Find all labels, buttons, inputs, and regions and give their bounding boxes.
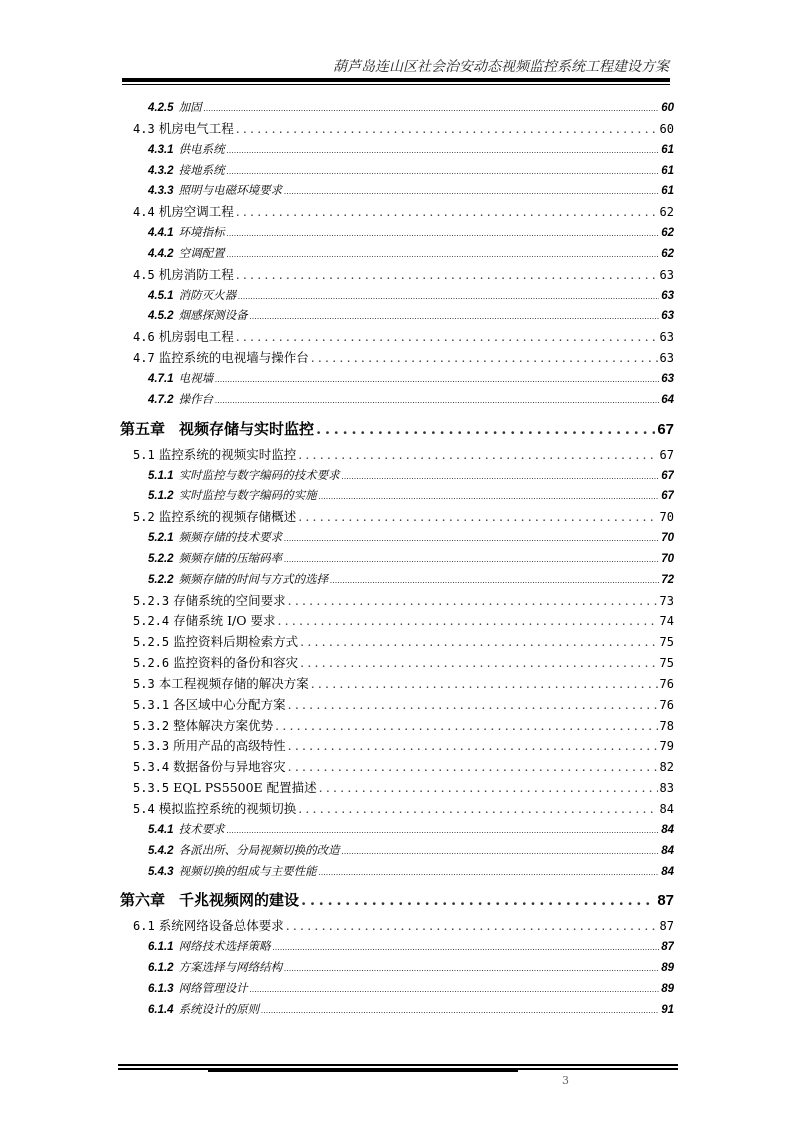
toc-entry[interactable]: [120, 119, 674, 140]
toc-entry[interactable]: [120, 862, 674, 883]
toc-entry-title: 存储系统 I/O 要求: [173, 613, 276, 629]
toc-entry-number: 4.3.2: [148, 164, 174, 177]
toc-entry[interactable]: [120, 653, 674, 674]
dot-leader: [284, 958, 659, 979]
dot-leader: [300, 632, 657, 653]
toc-entry-number: 4.4.1: [148, 227, 174, 240]
toc-entry-number: 5.3.3: [133, 739, 170, 754]
toc-entry-number: 4.3.1: [148, 143, 174, 156]
dot-leader: [298, 507, 657, 528]
toc-entry-number: 5.3.1: [133, 697, 170, 712]
toc-entry-title: 机房空调工程: [158, 204, 234, 220]
dot-leader: [236, 119, 658, 140]
toc-entry-page: 62: [661, 247, 674, 260]
dot-leader: [311, 674, 658, 695]
dot-leader: [227, 140, 660, 161]
toc-entry[interactable]: [120, 979, 674, 1000]
dot-leader: [342, 466, 660, 487]
dot-leader: [227, 820, 660, 841]
toc-entry[interactable]: [120, 327, 674, 348]
toc-entry-number: 5.4.3: [148, 865, 174, 878]
table-of-contents: [120, 98, 674, 1021]
toc-entry-page: 74: [659, 614, 674, 629]
dot-leader: [236, 202, 658, 223]
toc-entry-page: 63: [661, 289, 674, 302]
toc-entry-title: 技术要求: [178, 823, 225, 836]
toc-entry-title: 频频存储的技术要求: [178, 532, 283, 545]
toc-entry[interactable]: [120, 757, 674, 778]
toc-entry[interactable]: [120, 223, 674, 244]
toc-entry-page: 79: [659, 739, 674, 754]
header-rule-thick: [122, 78, 670, 82]
toc-entry-number: 5.2.2: [148, 573, 174, 586]
toc-entry-page: 84: [661, 844, 674, 857]
toc-entry-page: 75: [659, 635, 674, 650]
toc-entry-title: 系统设计的原则: [178, 1003, 260, 1016]
toc-entry-title: 空调配置: [178, 247, 225, 260]
toc-entry-page: 76: [659, 676, 674, 691]
toc-entry-page: 62: [659, 205, 674, 220]
toc-entry-title: 电视墙: [178, 372, 214, 385]
toc-entry-title: 消防灭火器: [178, 289, 237, 302]
toc-entry-number: 4.3: [133, 121, 155, 136]
toc-entry-title: 视频存储与实时监控: [179, 419, 315, 438]
toc-entry-title: 接地系统: [178, 164, 225, 177]
toc-entry-page: 63: [659, 330, 674, 345]
dot-leader: [284, 181, 659, 202]
toc-entry[interactable]: [120, 674, 674, 695]
toc-entry[interactable]: [120, 841, 674, 862]
toc-entry-page: 67: [661, 490, 674, 503]
toc-entry-number: 6.1.4: [148, 1003, 174, 1016]
toc-entry-page: 61: [661, 143, 674, 156]
toc-entry-page: 75: [659, 656, 674, 671]
toc-entry-title: 方案选择与网络结构: [178, 962, 283, 975]
toc-entry-page: 62: [661, 227, 674, 240]
dot-leader: [298, 799, 657, 820]
toc-entry[interactable]: [120, 528, 674, 549]
dot-leader: [250, 306, 660, 327]
toc-entry[interactable]: [120, 549, 674, 570]
toc-entry-number: 4.2.5: [148, 102, 174, 114]
toc-entry[interactable]: [120, 98, 674, 119]
toc-entry-title: 频频存储的压缩码率: [178, 552, 283, 565]
dot-leader: [301, 886, 655, 915]
toc-entry-page: 87: [657, 892, 674, 910]
toc-entry-title: 实时监控与数字编码的技术要求: [178, 469, 340, 482]
toc-entry-title: 各区域中心分配方案: [173, 696, 286, 712]
toc-entry-page: 67: [661, 469, 674, 482]
toc-entry-title: 各派出所、分局视频切换的改造: [178, 844, 340, 857]
toc-entry-page: 63: [661, 372, 674, 385]
toc-entry[interactable]: [120, 820, 674, 841]
toc-entry[interactable]: [120, 486, 674, 507]
toc-chapter-entry[interactable]: [120, 415, 674, 444]
toc-entry-number: 第五章: [120, 419, 166, 438]
dot-leader: [261, 1000, 659, 1021]
toc-entry-title: 供电系统: [178, 143, 225, 156]
toc-entry-number: 6.1.1: [148, 941, 174, 954]
toc-entry-page: 63: [659, 351, 674, 366]
toc-entry-number: 4.7.2: [148, 393, 174, 406]
dot-leader: [288, 695, 658, 716]
toc-entry-page: 70: [661, 532, 674, 545]
toc-entry[interactable]: [120, 286, 674, 307]
dot-leader: [227, 244, 660, 265]
toc-entry-title: 实时监控与数字编码的实施: [178, 490, 317, 503]
toc-entry-number: 5.4.2: [148, 844, 174, 857]
toc-entry-title: 系统网络设备总体要求: [158, 918, 284, 934]
dot-leader: [288, 757, 658, 778]
toc-entry[interactable]: [120, 778, 674, 799]
toc-entry-page: 84: [661, 865, 674, 878]
toc-entry[interactable]: [120, 390, 674, 411]
toc-entry-title: 监控系统的视频实时监控: [158, 446, 297, 462]
dot-leader: [227, 161, 660, 182]
toc-entry[interactable]: [120, 695, 674, 716]
toc-entry-title: 频频存储的时间与方式的选择: [178, 573, 329, 586]
toc-entry[interactable]: [120, 348, 674, 369]
toc-entry-number: 5.3.4: [133, 760, 170, 775]
dot-leader: [215, 369, 659, 390]
toc-entry[interactable]: [120, 591, 674, 612]
toc-entry-title: 视频切换的组成与主要性能: [178, 865, 317, 878]
toc-entry[interactable]: [120, 958, 674, 979]
toc-entry-title: 操作台: [178, 393, 214, 406]
footer-rule-short: [208, 1070, 518, 1072]
toc-entry-page: 60: [661, 102, 674, 114]
toc-entry-number: 4.7.1: [148, 372, 174, 385]
dot-leader: [284, 528, 659, 549]
toc-entry-number: 5.3: [133, 676, 155, 691]
toc-chapter-entry[interactable]: [120, 886, 674, 915]
toc-entry-title: 所用产品的高级特性: [173, 738, 286, 754]
toc-entry[interactable]: [120, 736, 674, 757]
toc-entry-title: 监控系统的视频存储概述: [158, 509, 297, 525]
toc-entry-page: 70: [659, 510, 674, 525]
dot-leader: [284, 549, 659, 570]
toc-entry[interactable]: [120, 466, 674, 487]
toc-entry-page: 82: [659, 760, 674, 775]
toc-entry-number: 5.2: [133, 510, 155, 525]
toc-entry-number: 5.2.4: [133, 614, 170, 629]
toc-entry-number: 4.3.3: [148, 185, 174, 198]
toc-entry-page: 67: [659, 447, 674, 462]
dot-leader: [288, 736, 658, 757]
page-number: 3: [562, 1074, 569, 1087]
dot-leader: [319, 486, 660, 507]
dot-leader: [300, 653, 657, 674]
toc-entry-number: 5.1: [133, 447, 155, 462]
toc-entry-page: 76: [659, 697, 674, 712]
toc-entry-title: 机房电气工程: [158, 120, 234, 136]
toc-entry-title: 网络管理设计: [178, 982, 248, 995]
toc-entry-title: 网络技术选择策略: [178, 941, 271, 954]
toc-entry-page: 87: [659, 919, 674, 934]
toc-entry[interactable]: [120, 799, 674, 820]
toc-entry-title: 本工程视频存储的解决方案: [158, 675, 309, 691]
toc-entry-number: 5.4: [133, 802, 155, 816]
toc-entry-page: 67: [657, 420, 674, 438]
toc-entry-page: 60: [659, 121, 674, 136]
toc-entry-number: 5.2.3: [133, 593, 170, 608]
toc-entry-page: 78: [659, 718, 674, 733]
toc-entry-title: 监控资料后期检索方式: [173, 634, 299, 650]
toc-entry-page: 91: [661, 1003, 674, 1016]
toc-entry-number: 5.4.1: [148, 823, 174, 836]
toc-entry-number: 5.1.2: [148, 490, 174, 503]
toc-entry-number: 第六章: [120, 891, 166, 910]
dot-leader: [227, 223, 660, 244]
toc-entry-title: 监控资料的备份和容灾: [173, 655, 299, 671]
toc-entry[interactable]: [120, 632, 674, 653]
toc-entry-number: 5.2.2: [148, 552, 174, 565]
document-header-title: 葫芦岛连山区社会治安动态视频监控系统工程建设方案: [333, 59, 669, 75]
toc-entry-page: 83: [659, 781, 674, 796]
toc-entry[interactable]: [120, 244, 674, 265]
dot-leader: [319, 862, 660, 883]
toc-entry-page: 84: [659, 802, 674, 816]
dot-leader: [215, 390, 659, 411]
dot-leader: [288, 591, 658, 612]
dot-leader: [298, 445, 657, 466]
toc-entry-number: 4.7: [133, 351, 155, 366]
toc-entry-title: EQL PS5500E 配置描述: [173, 780, 317, 796]
toc-entry-title: 烟感探测设备: [178, 310, 248, 323]
toc-entry-number: 5.2.6: [133, 656, 170, 671]
toc-entry[interactable]: [120, 570, 674, 591]
toc-entry-number: 4.4: [133, 205, 155, 220]
dot-leader: [250, 979, 660, 1000]
toc-entry-title: 加固: [178, 102, 202, 114]
header-rule-thin: [122, 84, 670, 85]
toc-entry-number: 4.5.2: [148, 310, 174, 323]
toc-entry-page: 87: [661, 941, 674, 954]
toc-entry-number: 5.3.2: [133, 718, 170, 733]
toc-entry-number: 4.4.2: [148, 247, 174, 260]
toc-entry-page: 73: [659, 593, 674, 608]
toc-entry[interactable]: [120, 306, 674, 327]
dot-leader: [330, 570, 659, 591]
toc-entry-number: 5.1.1: [148, 469, 174, 482]
dot-leader: [316, 415, 655, 444]
toc-entry-title: 模拟监控系统的视频切换: [158, 801, 297, 816]
toc-entry[interactable]: [120, 445, 674, 466]
dot-leader: [342, 841, 660, 862]
toc-entry-number: 6.1: [133, 919, 155, 934]
toc-entry[interactable]: [120, 140, 674, 161]
dot-leader: [273, 937, 660, 958]
toc-entry-page: 84: [661, 823, 674, 836]
toc-entry-number: 5.2.1: [148, 532, 174, 545]
dot-leader: [277, 611, 657, 632]
toc-entry-page: 61: [661, 164, 674, 177]
dot-leader: [311, 348, 658, 369]
toc-entry[interactable]: [120, 916, 674, 937]
toc-entry-number: 6.1.3: [148, 982, 174, 995]
toc-entry[interactable]: [120, 369, 674, 390]
dot-leader: [204, 98, 660, 119]
toc-entry[interactable]: [120, 1000, 674, 1021]
toc-entry-number: 5.3.5: [133, 781, 170, 796]
toc-entry-page: 64: [661, 393, 674, 406]
dot-leader: [236, 327, 658, 348]
toc-entry-title: 千兆视频网的建设: [179, 891, 300, 910]
toc-entry-page: 89: [661, 982, 674, 995]
toc-entry-page: 63: [661, 310, 674, 323]
toc-entry-title: 机房消防工程: [158, 266, 234, 282]
toc-entry[interactable]: [120, 161, 674, 182]
toc-entry-title: 机房弱电工程: [158, 329, 234, 345]
toc-entry-page: 72: [661, 573, 674, 586]
toc-entry-title: 监控系统的电视墙与操作台: [158, 350, 309, 366]
toc-entry-page: 70: [661, 552, 674, 565]
toc-entry[interactable]: [120, 937, 674, 958]
dot-leader: [236, 265, 658, 286]
toc-entry-title: 数据备份与异地容灾: [173, 759, 286, 775]
toc-entry-title: 存储系统的空间要求: [173, 592, 286, 608]
toc-entry[interactable]: [120, 611, 674, 632]
toc-entry-number: 4.5.1: [148, 289, 174, 302]
toc-entry[interactable]: [120, 202, 674, 223]
toc-entry-page: 61: [661, 185, 674, 198]
toc-entry-title: 整体解决方案优势: [173, 717, 274, 733]
toc-entry-title: 环境指标: [178, 227, 225, 240]
dot-leader: [286, 916, 658, 937]
dot-leader: [238, 286, 659, 307]
toc-entry-number: 4.6: [133, 330, 155, 345]
toc-entry-title: 照明与电磁环境要求: [178, 185, 283, 198]
toc-entry-number: 6.1.2: [148, 962, 174, 975]
toc-entry[interactable]: [120, 507, 674, 528]
toc-entry[interactable]: [120, 181, 674, 202]
toc-entry-number: 4.5: [133, 267, 155, 282]
toc-entry[interactable]: [120, 265, 674, 286]
footer-rule: [118, 1064, 678, 1066]
dot-leader: [275, 716, 657, 737]
toc-entry-page: 89: [661, 962, 674, 975]
toc-entry[interactable]: [120, 716, 674, 737]
dot-leader: [319, 778, 658, 799]
toc-entry-number: 5.2.5: [133, 635, 170, 650]
toc-entry-page: 63: [659, 267, 674, 282]
